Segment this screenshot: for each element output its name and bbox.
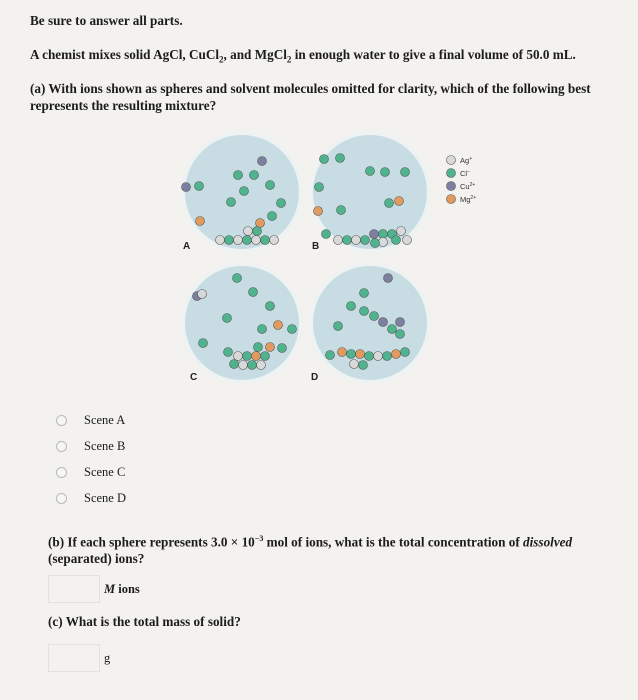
legend-ag-icon — [447, 156, 456, 165]
radio-scene-b[interactable] — [56, 441, 67, 452]
part-b-question: (b) If each sphere represents $3.0 \times 10^{-3}$ mol of ions, what is the total concentration of dissolved (separated) ions? — [48, 534, 573, 567]
choice-scene-d[interactable] — [56, 491, 126, 506]
instructions: Be sure to answer all parts. — [30, 13, 183, 28]
choice-scene-b[interactable] — [56, 439, 125, 454]
scene-b — [311, 133, 429, 251]
ion-legend — [447, 156, 477, 205]
radio-scene-a[interactable] — [56, 415, 67, 426]
radio-scene-d[interactable] — [56, 493, 67, 504]
choice-label: Scene A — [84, 413, 126, 427]
mass-answer-input[interactable] — [48, 644, 100, 672]
concentration-unit: M ions — [104, 582, 140, 596]
legend-mg-label: $Mg^{2+}$ — [460, 195, 477, 204]
choice-label: Scene B — [84, 439, 126, 453]
scenes-figure — [178, 128, 518, 388]
scene-label-c: C — [190, 372, 198, 383]
legend-mg-icon — [447, 195, 456, 204]
scene-d — [311, 264, 429, 382]
choice-scene-a[interactable] — [56, 413, 125, 428]
legend-ag-label: Ag+ — [460, 156, 473, 165]
part-a-question: (a) With ions shown as spheres and solvent molecules omitted for clarity, which of the following best represents the resulting mixture? — [30, 81, 591, 113]
scene-a — [182, 133, 302, 251]
choice-scene-c[interactable] — [56, 465, 125, 480]
mass-unit: g — [104, 651, 111, 665]
problem-statement: A chemist mixes solid AgCl, CuCl$_2$, and MgCl$_2$ in enough water to give a final volume of 50.0 mL. — [30, 47, 576, 65]
legend-cu-icon — [447, 182, 456, 191]
scene-label-b: B — [312, 241, 320, 252]
legend-cl-label: Cl− — [460, 169, 471, 178]
legend-cu-label: $Cu^{2+}$ — [460, 182, 476, 191]
scene-label-d: D — [311, 372, 319, 383]
concentration-answer-input[interactable] — [48, 575, 100, 603]
choice-label: Scene C — [84, 465, 126, 479]
scene-label-a: A — [183, 241, 191, 252]
scene-c — [183, 264, 301, 382]
choice-label: Scene D — [84, 491, 126, 505]
part-c-question: (c) What is the total mass of solid? — [48, 614, 241, 629]
radio-scene-c[interactable] — [56, 467, 67, 478]
legend-cl-icon — [447, 169, 456, 178]
